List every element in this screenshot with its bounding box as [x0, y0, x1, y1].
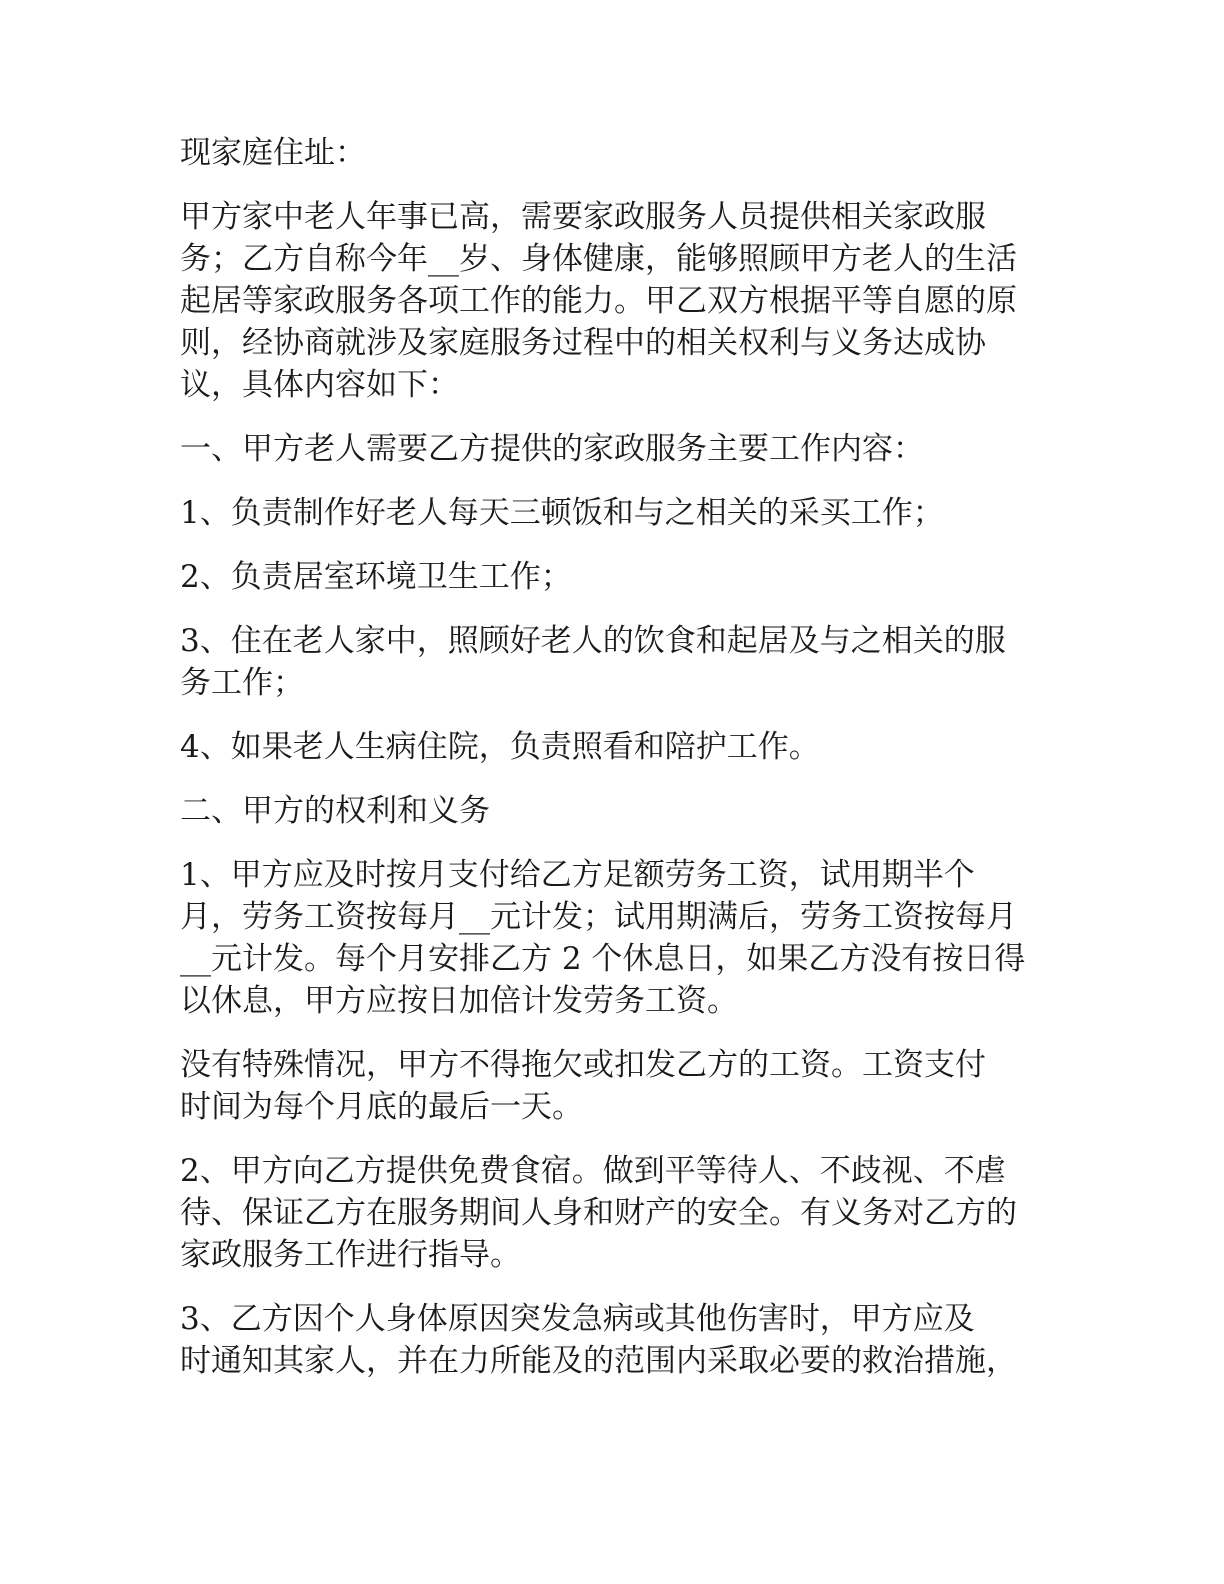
rights-item-3 [180, 1298, 1050, 1382]
wage-payment-paragraph [180, 1044, 1050, 1128]
intro-paragraph [180, 196, 1050, 406]
text-line: 3、乙方因个人身体原因突发急病或其他伤害时，甲方应及 [180, 1301, 975, 1337]
text-line: 一、甲方老人需要乙方提供的家政服务主要工作内容： [180, 431, 924, 467]
text-line: 则，经协商就涉及家庭服务过程中的相关权利与义务达成协 [180, 325, 986, 361]
text-line: 1、甲方应及时按月支付给乙方足额劳务工资，试用期半个 [180, 857, 975, 893]
list-item-2 [180, 556, 1050, 598]
text-line: 时间为每个月底的最后一天。 [180, 1089, 583, 1125]
rights-item-1 [180, 854, 1050, 1022]
text-line: 没有特殊情况，甲方不得拖欠或扣发乙方的工资。工资支付 [180, 1047, 986, 1083]
text-line: 月，劳务工资按每月__元计发；试用期满后，劳务工资按每月 [180, 899, 1017, 935]
list-item-4 [180, 726, 1050, 768]
text-line: 家政服务工作进行指导。 [180, 1237, 521, 1273]
text-line: 时通知其家人，并在力所能及的范围内采取必要的救治措施， [180, 1343, 1017, 1379]
text-line: 现家庭住址： [180, 135, 366, 171]
text-line: 1、负责制作好老人每天三顿饭和与之相关的采买工作； [180, 495, 944, 531]
list-item-3 [180, 620, 1050, 704]
text-line: 2、甲方向乙方提供免费食宿。做到平等待人、不歧视、不虐 [180, 1153, 1006, 1189]
text-line: 起居等家政服务各项工作的能力。甲乙双方根据平等自愿的原 [180, 283, 1017, 319]
text-line: __元计发。每个月安排乙方 2 个休息日，如果乙方没有按日得 [180, 941, 1026, 977]
address-paragraph [180, 132, 1050, 174]
rights-item-2 [180, 1150, 1050, 1276]
text-line: 以休息，甲方应按日加倍计发劳务工资。 [180, 983, 738, 1019]
text-line: 二、甲方的权利和义务 [180, 793, 490, 829]
section-heading-2 [180, 790, 1050, 832]
text-line: 4、如果老人生病住院，负责照看和陪护工作。 [180, 729, 820, 765]
text-line: 议，具体内容如下： [180, 367, 459, 403]
section-heading-1 [180, 428, 1050, 470]
text-line: 待、保证乙方在服务期间人身和财产的安全。有义务对乙方的 [180, 1195, 1017, 1231]
text-line: 2、负责居室环境卫生工作； [180, 559, 572, 595]
text-line: 甲方家中老人年事已高，需要家政服务人员提供相关家政服 [180, 199, 986, 235]
text-line: 务；乙方自称今年__岁、身体健康，能够照顾甲方老人的生活 [180, 241, 1017, 277]
list-item-1 [180, 492, 1050, 534]
document-page [180, 132, 1050, 1404]
text-line: 务工作； [180, 665, 304, 701]
text-line: 3、住在老人家中，照顾好老人的饮食和起居及与之相关的服 [180, 623, 1006, 659]
